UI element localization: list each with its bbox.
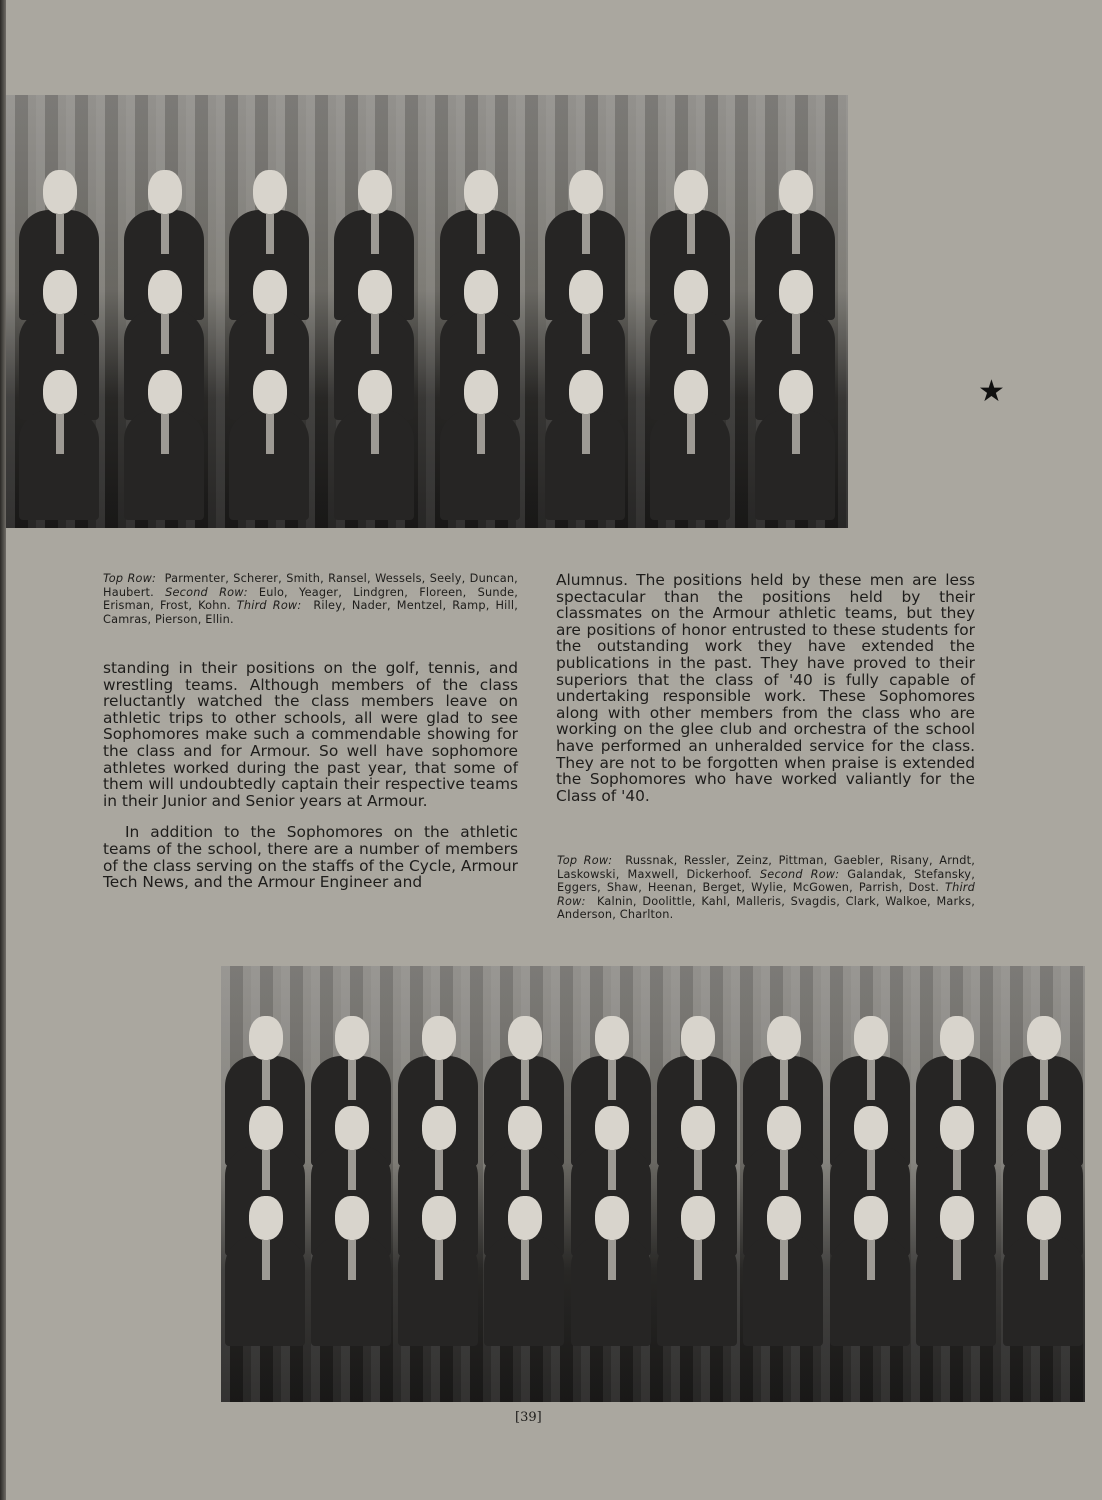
person-silhouette xyxy=(826,1196,912,1346)
star-icon: ★ xyxy=(978,374,1005,409)
person-silhouette xyxy=(330,370,418,520)
page-number: [39] xyxy=(515,1410,542,1425)
person-silhouette xyxy=(646,370,734,520)
caption-row-label: Third Row: xyxy=(236,599,302,613)
person-silhouette xyxy=(739,1196,825,1346)
person-silhouette xyxy=(221,1196,307,1346)
person-silhouette xyxy=(436,370,524,520)
person-silhouette xyxy=(541,370,629,520)
person-silhouette xyxy=(751,370,839,520)
caption-names: Kalnin, Doolittle, Kahl, Malleris, Svagdis, Clark, Walkoe, Marks, Anderson, Charlton. xyxy=(557,894,975,922)
photo-row xyxy=(6,370,848,520)
photo-top-caption xyxy=(103,572,518,626)
caption-names: Eulo, Yeager, Lindgren, Floreen, Sunde, Erisman, Frost, Kohn. xyxy=(103,585,519,613)
person-silhouette xyxy=(120,370,208,520)
right-column-text xyxy=(556,572,975,804)
person-silhouette xyxy=(480,1196,566,1346)
caption-names: Riley, Nader, Mentzel, Ramp, Hill, Camras, Pierson, Ellin. xyxy=(103,599,518,626)
caption-row-label: Top Row: xyxy=(557,854,613,867)
caption-row-label: Second Row: xyxy=(165,585,248,599)
caption-names: Galandak, Stefansky, Eggers, Shaw, Heenan, Berget, Wylie, McGowen, Parrish, Dost. xyxy=(557,867,975,895)
person-silhouette xyxy=(653,1196,739,1346)
caption-names: Russnak, Ressler, Zeinz, Pittman, Gaebler, Risany, Arndt, Laskowski, Maxwell, Dickerhoof. xyxy=(557,854,975,881)
person-silhouette xyxy=(15,370,103,520)
person-silhouette xyxy=(912,1196,998,1346)
left-column-text xyxy=(103,660,518,891)
paragraph: standing in their positions on the golf, tennis, and wrestling teams. Although members of the class reluctantly watched the class members leave on athletic trips to other schools, all were glad to see Sophomores make such a commendable showing for the class and for Armour. So well have sophomore athletes worked during the past year, that some of them will undoubtedly captain their respective teams in their Junior and Senior years at Armour. xyxy=(103,659,518,810)
group-photo-bottom xyxy=(221,966,1085,1402)
group-photo-top xyxy=(6,95,848,528)
paragraph: In addition to the Sophomores on the athletic teams of the school, there are a number of members of the class serving on the staffs of the Cycle, Armour Tech News, and the Armour Engineer and xyxy=(103,823,518,892)
photo-bottom-caption xyxy=(557,854,975,922)
person-silhouette xyxy=(999,1196,1085,1346)
person-silhouette xyxy=(307,1196,393,1346)
caption-names: Parmenter, Scherer, Smith, Ransel, Wessels, Seely, Duncan, Haubert. xyxy=(103,572,518,599)
photo-row xyxy=(221,1196,1085,1346)
caption-row-label: Third Row: xyxy=(557,881,975,908)
caption-row-label: Second Row: xyxy=(759,867,840,881)
caption-row-label: Top Row: xyxy=(103,572,157,585)
person-silhouette xyxy=(394,1196,480,1346)
person-silhouette xyxy=(567,1196,653,1346)
person-silhouette xyxy=(225,370,313,520)
paragraph: Alumnus. The positions held by these men are less spectacular than the positions held by their classmates on the Armour athletic teams, but they are positions of honor entrusted to these students for the outstanding work they have extended the publications in the past. They have proved to their superiors that the class of '40 is fully capable of undertaking responsible work. These Sophomores along with other members from the class who are working on the glee club and orchestra of the school have performed an unheralded service for the class. They are not to be forgotten when praise is extended the Sophomores who have worked valiantly for the Class of '40. xyxy=(556,571,975,805)
